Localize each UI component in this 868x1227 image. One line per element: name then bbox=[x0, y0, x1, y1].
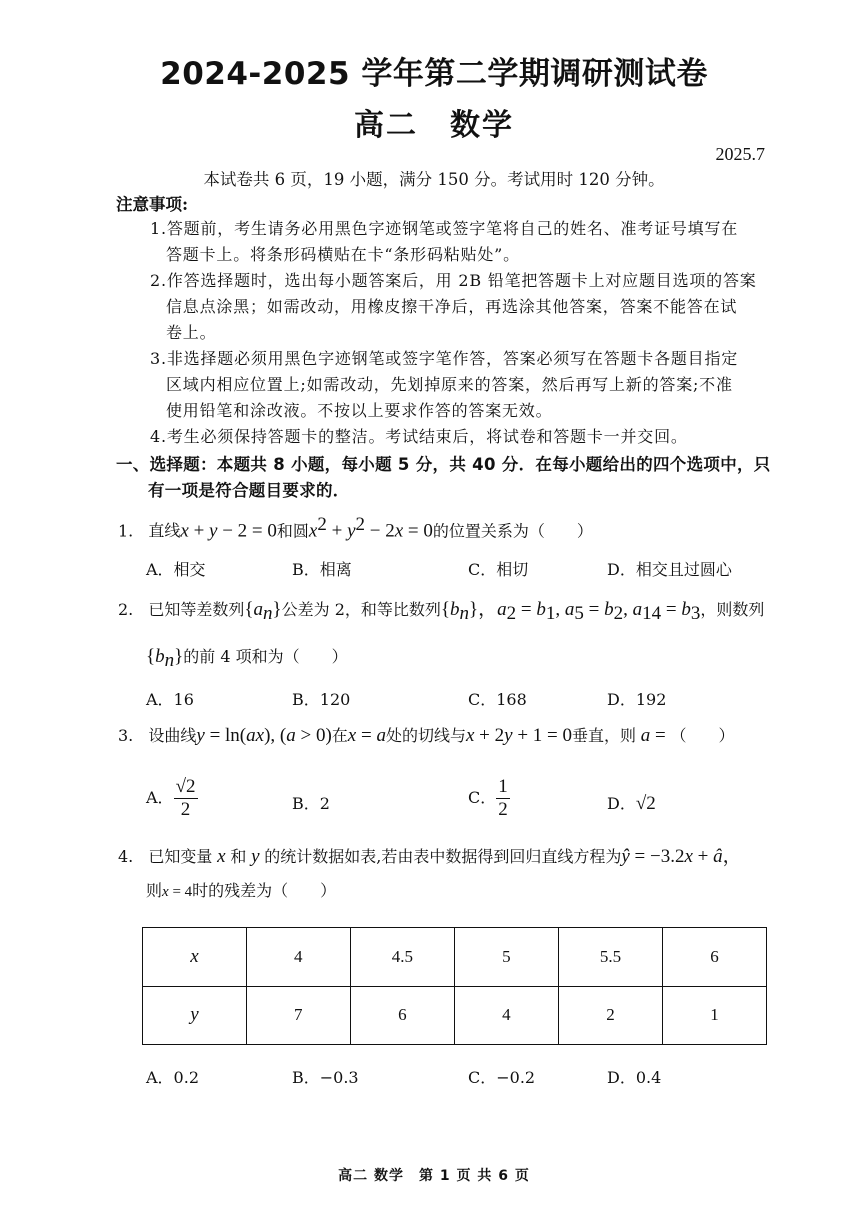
notice-line: 卷上。 bbox=[166, 323, 217, 342]
question-text: 时的残差为（ ） bbox=[192, 881, 337, 900]
exam-intro: 本试卷共 6 页，19 小题，满分 150 分。考试用时 120 分钟。 bbox=[203, 170, 665, 189]
notice-line: 使用铅笔和涂改液。不按以上要求作答的答案无效。 bbox=[166, 401, 553, 420]
question-text: 设曲线 bbox=[148, 726, 197, 745]
question-text: 已知变量 bbox=[148, 847, 213, 866]
question-number: 4. bbox=[118, 847, 134, 866]
table-cell: 5.5 bbox=[558, 928, 662, 987]
question-text: 公差为 2，和等比数列 bbox=[281, 600, 441, 619]
option-a[interactable]: A．相交 bbox=[146, 560, 206, 579]
option-d[interactable]: D．0.4 bbox=[607, 1068, 662, 1087]
question-text: 的前 4 项和为（ ） bbox=[183, 647, 348, 666]
notice-line: 答题卡上。将条形码横贴在卡“条形码粘贴处”。 bbox=[166, 245, 520, 264]
option-c[interactable]: C．−0.2 bbox=[468, 1068, 536, 1087]
question-text: 的统计数据如表,若由表中数据得到回归直线方程为 bbox=[264, 847, 622, 866]
table-cell: 6 bbox=[663, 928, 767, 987]
table-cell: 4 bbox=[246, 928, 350, 987]
exam-date: 2025.7 bbox=[715, 144, 765, 164]
question-3: 3. 设曲线y = ln(ax), (a > 0)在x = a处的切线与x + 2y + 1 = 0垂直，则 a = （ ） bbox=[118, 725, 735, 746]
table-cell: 7 bbox=[246, 986, 350, 1045]
question-text: 在 bbox=[331, 726, 348, 745]
option-b[interactable]: B．相离 bbox=[292, 560, 352, 579]
question-text: 处的切线与 bbox=[385, 726, 466, 745]
table-row bbox=[143, 986, 767, 1045]
question-text: 的位置关系为（ ） bbox=[432, 521, 593, 541]
fraction: $\frac{1}{2}$ bbox=[498, 776, 508, 820]
question-text: 已知等差数列 bbox=[148, 600, 245, 619]
exam-title: 2024-2025 学年第二学期调研测试卷 bbox=[160, 56, 708, 92]
exam-subtitle: 高二 数学 bbox=[354, 108, 514, 143]
option-b[interactable]: B．2 bbox=[292, 794, 330, 813]
fraction: $\frac{√2}{2}$ bbox=[175, 776, 196, 820]
table-cell: 4 bbox=[454, 986, 558, 1045]
table-cell: 2 bbox=[558, 986, 662, 1045]
section-heading: 一、选择题：本题共 8 小题，每小题 5 分，共 40 分．在每小题给出的四个选项中，只 bbox=[116, 455, 771, 474]
table-row bbox=[143, 928, 767, 987]
table-cell: 6 bbox=[350, 986, 454, 1045]
question-text: ，则数列 bbox=[700, 600, 765, 619]
question-text: 则 bbox=[146, 881, 163, 900]
option-d[interactable]: D．相交且过圆心 bbox=[607, 560, 732, 579]
option-c[interactable]: C． $\frac{1}{2}$ bbox=[468, 776, 508, 820]
notice-line: 区域内相应位置上;如需改动，先划掉原来的答案，然后再写上新的答案;不准 bbox=[166, 375, 733, 394]
question-4-cont: 则x = 4时的残差为（ ） bbox=[146, 881, 337, 900]
notice-title: 注意事项: bbox=[116, 195, 189, 214]
option-b[interactable]: B．120 bbox=[292, 690, 351, 709]
page-footer: 高二 数学 第 1 页 共 6 页 bbox=[338, 1168, 530, 1184]
question-2-cont: $\{b_n\}$的前 4 项和为（ ） bbox=[146, 646, 348, 672]
option-a[interactable]: A．0.2 bbox=[146, 1068, 200, 1087]
question-2: 2. 已知等差数列$\{a_n\}$公差为 2，和等比数列$\{b_n\}$，$a_2 = b_1$, $a_5 = b_2$, $a_{14} = b_3$，则数列 bbox=[118, 599, 765, 625]
option-a[interactable]: A．16 bbox=[146, 690, 194, 709]
question-text: 和圆 bbox=[276, 521, 309, 541]
notice-line: 信息点涂黑；如需改动，用橡皮擦干净后，再选涂其他答案，答案不能答在试 bbox=[166, 297, 738, 316]
option-c[interactable]: C．相切 bbox=[468, 560, 529, 579]
question-text: （ ） bbox=[670, 726, 735, 745]
table-header-cell: x bbox=[143, 928, 247, 987]
option-d[interactable]: D．√2 bbox=[607, 793, 656, 814]
data-table bbox=[142, 927, 767, 1045]
notice-line: 1.答题前，考生请务必用黑色字迹钢笔或签字笔将自己的姓名、准考证号填写在 bbox=[150, 219, 739, 238]
notice-line: 2.作答选择题时，选出每小题答案后，用 2B 铅笔把答题卡上对应题目选项的答案 bbox=[150, 271, 757, 290]
table-cell: 4.5 bbox=[350, 928, 454, 987]
notice-line: 4.考生必须保持答题卡的整洁。考试结束后，将试卷和答题卡一并交回。 bbox=[150, 427, 688, 446]
table-header-cell: y bbox=[143, 986, 247, 1045]
table-cell: 1 bbox=[663, 986, 767, 1045]
notice-line: 3.非选择题必须用黑色字迹钢笔或签字笔作答，答案必须写在答题卡各题目指定 bbox=[150, 349, 739, 368]
section-heading-cont: 有一项是符合题目要求的． bbox=[148, 481, 350, 500]
question-number: 1. bbox=[118, 521, 134, 541]
question-number: 3. bbox=[118, 726, 134, 745]
question-text: 垂直，则 bbox=[572, 726, 637, 745]
formula: x bbox=[180, 520, 189, 542]
option-d[interactable]: D．192 bbox=[607, 690, 667, 709]
question-number: 2. bbox=[118, 600, 134, 619]
option-a[interactable]: A． $\frac{√2}{2}$ bbox=[146, 776, 196, 820]
formula: x bbox=[308, 520, 318, 542]
question-4: 4. 已知变量 x 和 y 的统计数据如表,若由表中数据得到回归直线方程为ŷ = −3.2x + â， bbox=[118, 846, 742, 867]
option-b[interactable]: B．−0.3 bbox=[292, 1068, 359, 1087]
question-1: 1. 直线x + y − 2 = 0和圆$x^2 + y^2 - 2x = 0$的位置关系为（ ） bbox=[118, 514, 593, 542]
table-cell: 5 bbox=[454, 928, 558, 987]
question-text: 直线 bbox=[148, 521, 181, 541]
option-c[interactable]: C．168 bbox=[468, 690, 527, 709]
question-text: 和 bbox=[230, 847, 247, 866]
